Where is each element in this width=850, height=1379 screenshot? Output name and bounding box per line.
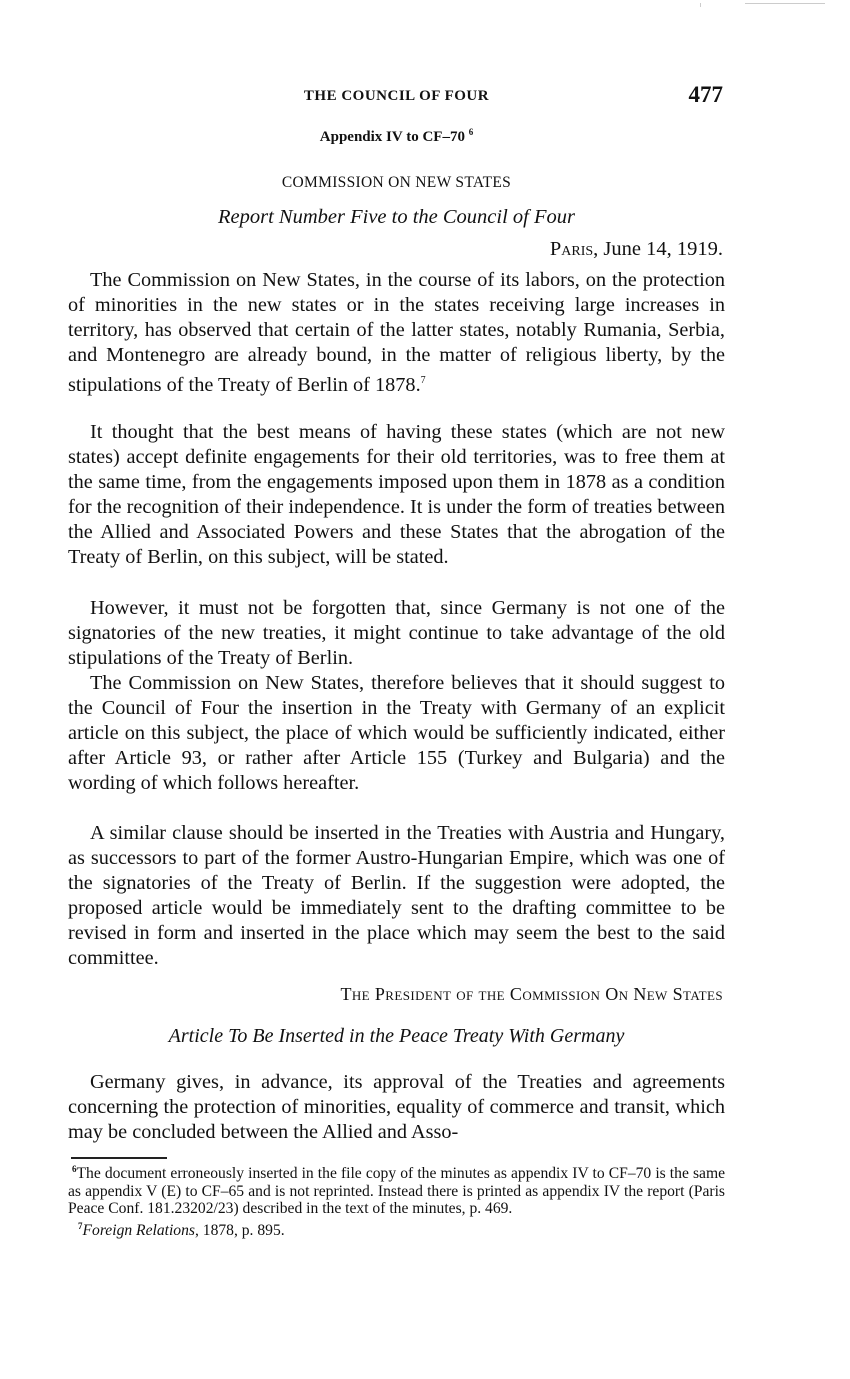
running-head (68, 82, 725, 110)
appendix-footnote-marker[interactable]: 6 (468, 127, 474, 137)
paragraph-1-text: The Commission on New States, in the course of its labors, on the protection of minorities in the new states or in the states receiving large increases in territory, has observed that certain of the latter states, notably Rumania, Serbia, and Montenegro are already bound, in the matter of religious liberty, by the stipulations of the Treaty of Berlin of 1878. (68, 269, 725, 397)
paragraph-6: Germany gives, in advance, its approval of the Treaties and agreements concerning the protection of minorities, equality of commerce and transit, which may be concluded between the Allied and Asso- (68, 1071, 725, 1144)
footnote-6-text: The document erroneously inserted in the file copy of the minutes as appendix IV to CF–70 is the same as appendix V (E) to CF–65 and is not reprinted. Instead there is printed as appendix IV the report (Paris Peace Conf. 181.23202/23) described in the text of the minutes, p. 469. (68, 1165, 725, 1218)
footnote-7-text: , 1878, p. 895. (194, 1222, 285, 1240)
dateline-date: , June 14, 1919. (593, 238, 723, 260)
scan-speck (700, 3, 701, 7)
footnote-7-italic: Foreign Relations (82, 1222, 195, 1240)
report-title: Report Number Five to the Council of Four (218, 206, 575, 228)
paragraph-5: A similar clause should be inserted in the Treaties with Austria and Hungary, as successors to part of the former Austro-Hungarian Empire, which was one of the signatories of the Treaty of Berlin. If the suggestion were adopted, the proposed article would be immediately sent to the drafting committee to be revised in form and inserted in the place which may seem the best to the said committee. (68, 822, 725, 970)
paragraph-1-footnote-marker[interactable]: 7 (420, 375, 426, 387)
dateline-place: Paris (549, 238, 594, 260)
footnote-7-marker: 7 (78, 1220, 83, 1231)
footnote-6-marker: 6 (72, 1164, 77, 1174)
signature: The President of the Commission On New States (340, 984, 723, 1004)
paragraph-3: However, it must not be forgotten that, since Germany is not one of the signatories of the new treaties, it might continue to take advantage of the old stipulations of the Treaty of Berlin. (68, 597, 725, 670)
scan-speck (745, 3, 825, 4)
paragraph-2: It thought that the best means of having these states (which are not new states) accept definite engagements for their old territories, was to free them at the same time, from the engagements imposed upon them in 1878 as a condition for the recognition of their independence. It is under the form of treaties between the Allied and Associated Powers and these States that the abrogation of the Treaty of Berlin, on this subject, will be stated. (68, 421, 725, 569)
page-number: 477 (688, 82, 723, 107)
footnote-rule (71, 1157, 167, 1159)
appendix-title-text: Appendix IV to CF–70 (319, 129, 465, 145)
appendix-title (68, 127, 725, 146)
article-heading: Article To Be Inserted in the Peace Treaty With Germany (168, 1025, 625, 1047)
dateline (550, 238, 723, 261)
commission-heading: COMMISSION ON NEW STATES (281, 174, 512, 191)
paragraph-4: The Commission on New States, therefore believes that it should suggest to the Council of Four the insertion in the Treaty with Germany of an explicit article on this subject, the place of which would be sufficiently indicated, either after Article 93, or rather after Article 155 (Turkey and Bulgaria) and the wording of which follows hereafter. (68, 672, 725, 795)
paragraph-1 (68, 268, 725, 398)
document-page (68, 0, 725, 1379)
running-title: THE COUNCIL OF FOUR (303, 88, 490, 104)
footnote-7 (68, 1218, 725, 1240)
footnotes (68, 1161, 725, 1240)
footnote-6 (68, 1161, 725, 1218)
